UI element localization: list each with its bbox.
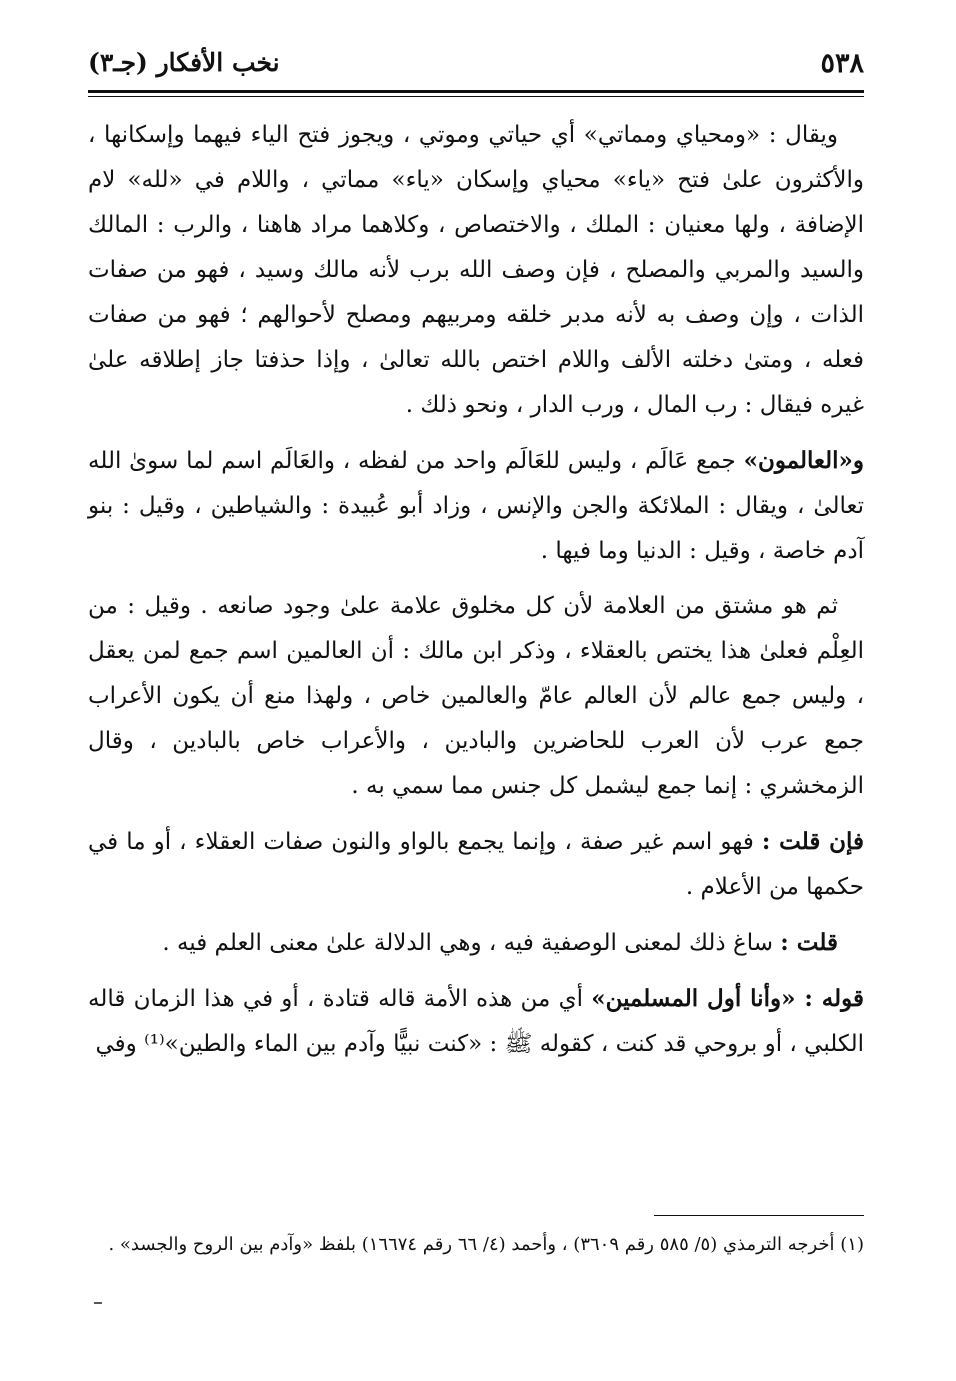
paragraph	[88, 438, 864, 574]
page-mark	[94, 1302, 102, 1304]
paragraph-text: ويقال : «ومحياي ومماتي» أي حياتي وموتي ، ويجوز فتح الياء فيهما وإسكانها ، والأكثرون علىٰ فتح «ياء» محياي وإسكان «ياء» مماتي ، واللام في «لله» لام الإضافة ، ولها معنيان : الملك ، والاختصاص ، وكلاهما مراد هاهنا ، والرب : المالك والسيد والمربي والمصلح ، فإن وصف الله برب لأنه مالك وسيد ، فهو من صفات الذات ، وإن وصف به لأنه مدبر خلقه ومربيهم ومصلح لأحوالهم ؛ فهو من صفات فعله ، ومتىٰ دخلته الألف واللام اختص بالله تعالىٰ ، وإذا حذفتا جاز إطلاقه علىٰ غيره فيقال : رب المال ، ورب الدار ، ونحو ذلك .	[88, 122, 864, 418]
header-rule-thin	[88, 96, 864, 97]
paragraph-text: أي من هذه الأمة قاله قتادة ، أو في هذا الزمان قاله الكلبي ، أو بروحي قد كنت ، كقوله ﷺ : «كنت نبيًّا وآدم بين الماء والطين»⁽¹⁾ وفي	[88, 986, 864, 1057]
paragraph-text: ثم هو مشتق من العلامة لأن كل مخلوق علامة علىٰ وجود صانعه . وقيل : من العِلْم فعلىٰ هذا يختص بالعقلاء ، وذكر ابن مالك : أن العالمين اسم جمع لمن يعقل ، وليس جمع عالم لأن العالم عامّ والعالمين خاص ، ولهذا منع أن يكون الأعراب جمع عرب لأن العرب للحاضرين والبادين ، والأعراب خاص بالبادين ، وقال الزمخشري : إنما جمع ليشمل كل جنس مما سمي به .	[88, 593, 864, 799]
main-text	[88, 113, 864, 1067]
paragraph-text: ساغ ذلك لمعنى الوصفية فيه ، وهي الدلالة علىٰ معنى العلم فيه .	[162, 930, 781, 956]
paragraph	[88, 920, 864, 966]
footnotes	[88, 1228, 864, 1261]
book-title: نخب الأفكار (جـ٣)	[88, 48, 280, 77]
paragraph-text: فهو اسم غير صفة ، وإنما يجمع بالواو والنون صفات العقلاء ، أو ما في حكمها من الأعلام .	[88, 829, 864, 900]
paragraph	[88, 819, 864, 910]
paragraph	[88, 113, 864, 428]
page-number: ٥٣٨	[820, 48, 864, 79]
footnote-text: (١) أخرجه الترمذي (٥/ ٥٨٥ رقم ٣٦٠٩) ، وأحمد (٤/ ٦٦ رقم ١٦٦٧٤) بلفظ «وآدم بين الروح والجسد» .	[108, 1234, 864, 1255]
paragraph	[88, 584, 864, 809]
paragraph-lead: و«العالمون»	[743, 447, 864, 474]
paragraph	[88, 976, 864, 1067]
paragraph-text: جمع عَالَم ، وليس للعَالَم واحد من لفظه ، والعَالَم اسم لما سوىٰ الله تعالىٰ ، ويقال : الملائكة والجن والإنس ، وزاد أبو عُبيدة : والشياطين ، وقيل : بنو آدم خاصة ، وقيل : الدنيا وما فيها .	[88, 448, 864, 564]
header-rule-thick	[88, 90, 864, 93]
footnote	[88, 1228, 864, 1261]
paragraph-lead: فإن قلت :	[761, 828, 864, 855]
paragraph-lead: قوله : «وأنا أول المسلمين»	[591, 985, 864, 1012]
paragraph-lead: قلت :	[780, 929, 838, 956]
book-page	[88, 40, 864, 1360]
running-header	[88, 40, 864, 88]
footnote-separator	[654, 1215, 864, 1216]
